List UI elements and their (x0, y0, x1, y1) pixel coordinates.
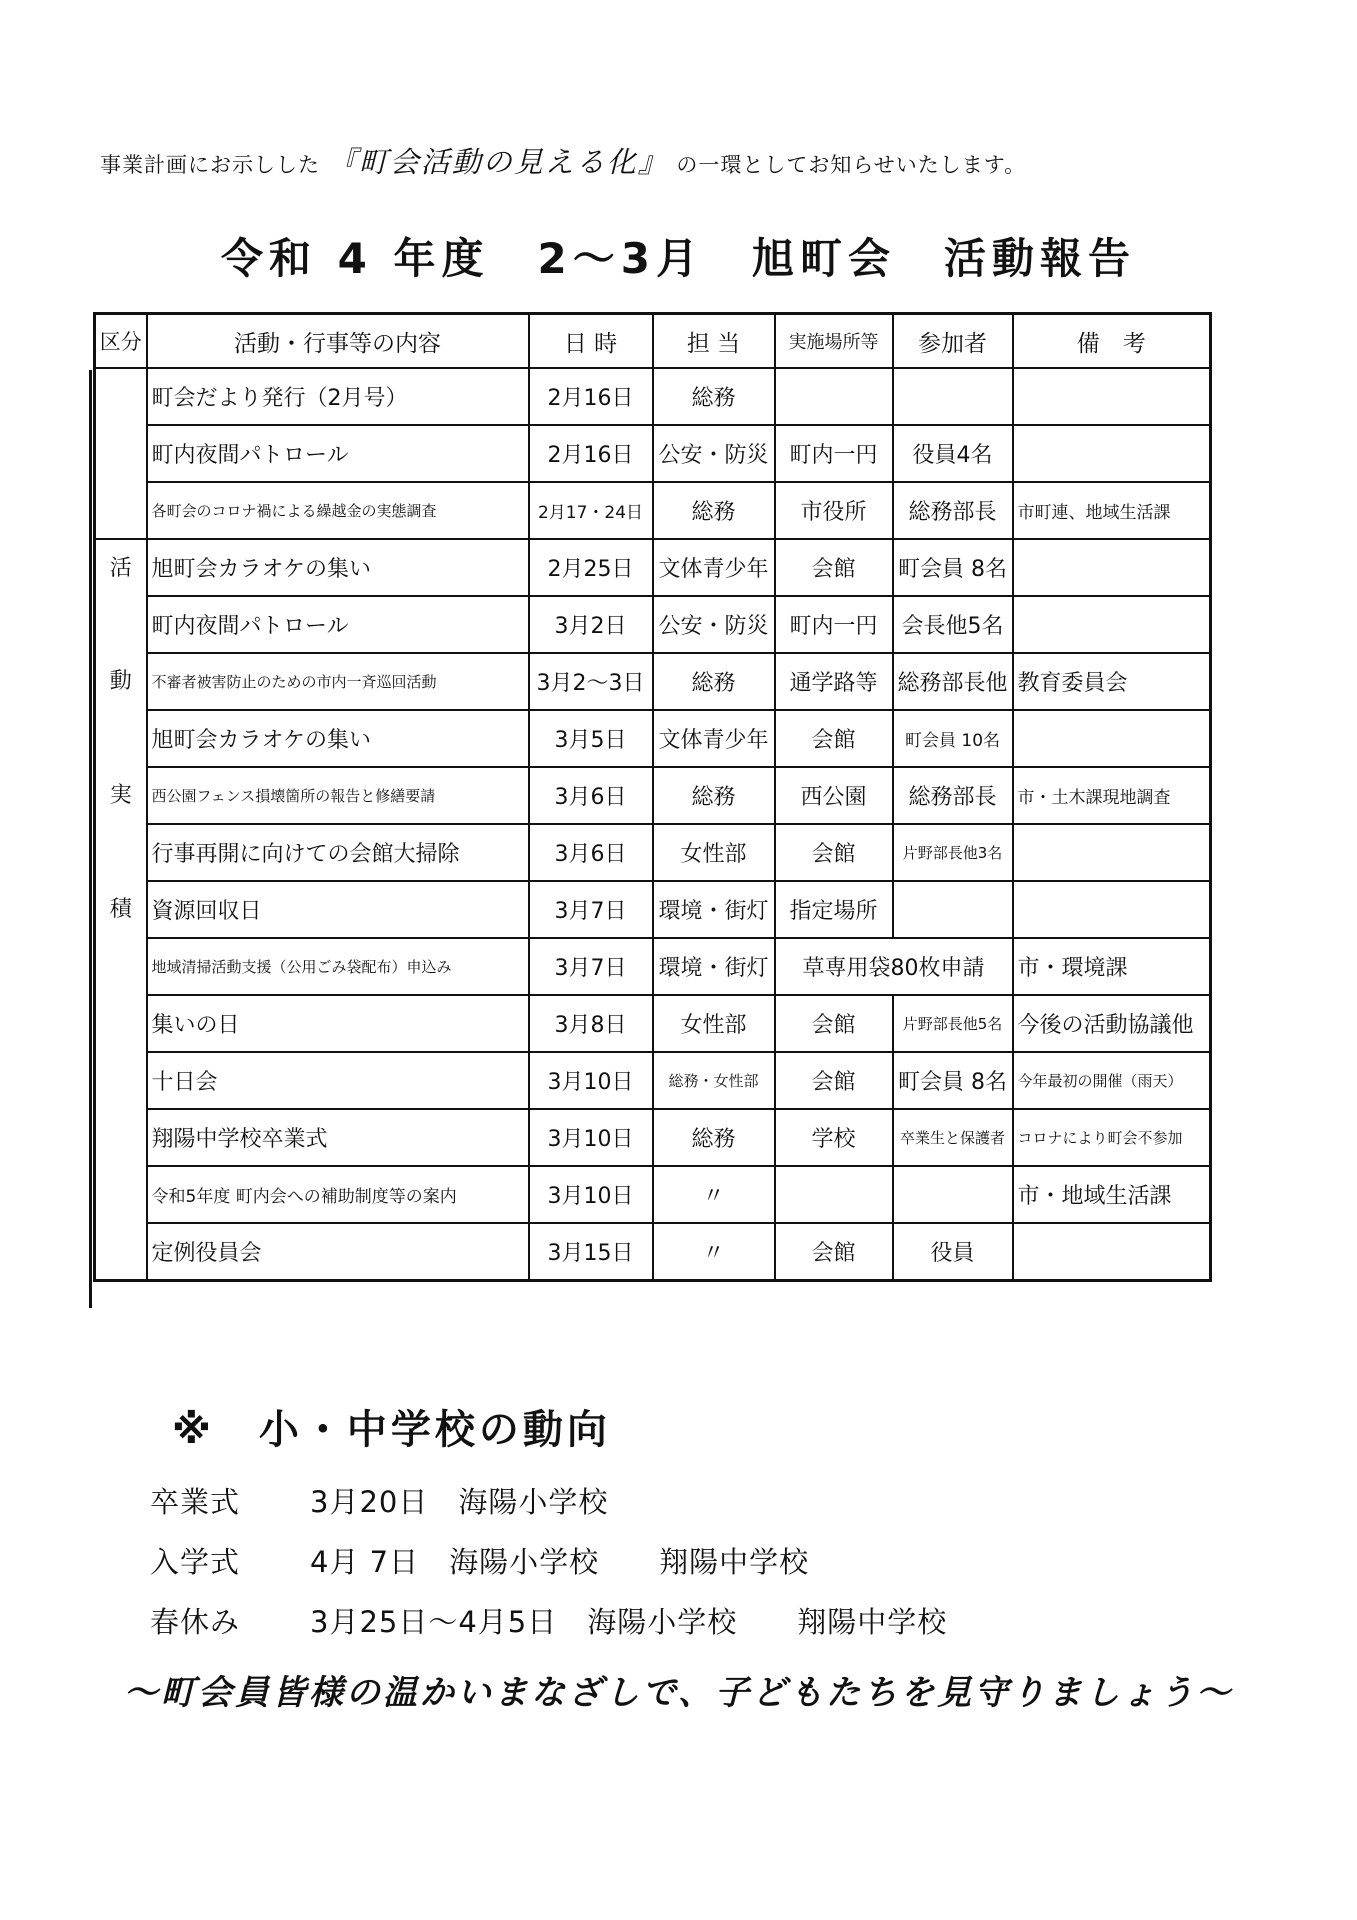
row-date: 3月7日 (529, 938, 653, 995)
row-place: 会館 (775, 710, 893, 767)
table-row (95, 995, 1211, 1052)
row-staff: 〃 (653, 1223, 775, 1281)
row-participants: 総務部長 (893, 482, 1013, 539)
activity-report-table-wrap (93, 312, 1212, 1282)
schedule-label: 春休み (150, 1605, 241, 1639)
row-place: 学校 (775, 1109, 893, 1166)
row-content: 旭町会カラオケの集い (147, 710, 529, 767)
row-notes: 市・土木課現地調査 (1013, 767, 1211, 824)
row-staff: 総務・女性部 (653, 1052, 775, 1109)
row-notes (1013, 368, 1211, 425)
row-content: 定例役員会 (147, 1223, 529, 1281)
row-content: 十日会 (147, 1052, 529, 1109)
row-notes (1013, 710, 1211, 767)
schedule-label: 入学式 (150, 1545, 241, 1579)
row-participants: 町会員 8名 (893, 1052, 1013, 1109)
row-staff: 文体青少年 (653, 539, 775, 596)
category-spacer (95, 710, 147, 767)
row-date: 3月2日 (529, 596, 653, 653)
row-participants: 片野部長他3名 (893, 824, 1013, 881)
intro-emphasis: 『町会活動の見える化』 (327, 145, 669, 179)
header-notes: 備 考 (1013, 314, 1211, 369)
row-date: 2月16日 (529, 425, 653, 482)
row-date: 3月6日 (529, 767, 653, 824)
table-row (95, 596, 1211, 653)
header-content: 活動・行事等の内容 (147, 314, 529, 369)
row-notes (1013, 425, 1211, 482)
intro-after: の一環としてお知らせいたします。 (676, 153, 1027, 177)
row-participants: 町会員 10名 (893, 710, 1013, 767)
row-content: 令和5年度 町内会への補助制度等の案内 (147, 1166, 529, 1223)
row-date: 3月10日 (529, 1109, 653, 1166)
category-spacer (95, 596, 147, 653)
row-content: 西公園フェンス損壊箇所の報告と修繕要請 (147, 767, 529, 824)
category-char-dou: 動 (95, 653, 147, 710)
table-row (95, 653, 1211, 710)
row-participants (893, 1166, 1013, 1223)
row-content: 町会だより発行（2月号） (147, 368, 529, 425)
table-header-row (95, 314, 1211, 369)
row-date: 3月2～3日 (529, 653, 653, 710)
row-participants: 総務部長 (893, 767, 1013, 824)
row-notes: 市・環境課 (1013, 938, 1211, 995)
header-staff: 担 当 (653, 314, 775, 369)
row-place: 会館 (775, 1223, 893, 1281)
row-place (775, 1166, 893, 1223)
row-content: 不審者被害防止のための市内一斉巡回活動 (147, 653, 529, 710)
row-notes: 市町連、地域生活課 (1013, 482, 1211, 539)
table-row (95, 1223, 1211, 1281)
row-date: 3月15日 (529, 1223, 653, 1281)
schedule-place: 翔陽中学校 (797, 1605, 948, 1639)
table-row (95, 1052, 1211, 1109)
row-content: 行事再開に向けての会館大掃除 (147, 824, 529, 881)
row-staff: 環境・街灯 (653, 881, 775, 938)
page-title: 令和 4 年度 2～3月 旭町会 活動報告 (221, 234, 1136, 283)
category-char-jitsu: 実 (95, 767, 147, 824)
table-row (95, 1109, 1211, 1166)
row-place: 指定場所 (775, 881, 893, 938)
row-participants: 片野部長他5名 (893, 995, 1013, 1052)
category-spacer (95, 824, 147, 881)
row-notes (1013, 1223, 1211, 1281)
row-content: 町内夜間パトロール (147, 596, 529, 653)
schools-heading: ※ 小・中学校の動向 (172, 1407, 611, 1453)
row-participants: 役員 (893, 1223, 1013, 1281)
row-staff: 総務 (653, 767, 775, 824)
row-notes (1013, 596, 1211, 653)
row-date: 3月7日 (529, 881, 653, 938)
schedule-line-graduation (150, 1480, 668, 1521)
row-notes: 今年最初の開催（雨天） (1013, 1052, 1211, 1109)
row-notes: 教育委員会 (1013, 653, 1211, 710)
intro-before: 事業計画にお示しした (100, 153, 320, 177)
row-notes: 市・地域生活課 (1013, 1166, 1211, 1223)
left-margin-line (89, 370, 92, 1308)
row-place: 西公園 (775, 767, 893, 824)
row-date: 3月8日 (529, 995, 653, 1052)
row-staff: 文体青少年 (653, 710, 775, 767)
schedule-line-entrance (150, 1540, 869, 1581)
schedule-date: 3月20日 (310, 1485, 429, 1519)
category-char-seki: 積 (95, 881, 147, 938)
category-cell-2 (95, 938, 147, 1281)
table-row (95, 1166, 1211, 1223)
row-date: 3月5日 (529, 710, 653, 767)
row-place (775, 368, 893, 425)
row-content: 翔陽中学校卒業式 (147, 1109, 529, 1166)
row-participants: 総務部長他 (893, 653, 1013, 710)
table-row (95, 425, 1211, 482)
intro-sentence (100, 140, 1026, 181)
row-date: 2月25日 (529, 539, 653, 596)
schedule-place: 海陽小学校 (458, 1485, 609, 1519)
schedule-line-spring-break (150, 1600, 1007, 1641)
row-staff: 女性部 (653, 995, 775, 1052)
row-notes (1013, 881, 1211, 938)
row-staff: 総務 (653, 653, 775, 710)
row-notes (1013, 824, 1211, 881)
row-staff: 環境・街灯 (653, 938, 775, 995)
header-participants: 参加者 (893, 314, 1013, 369)
row-participants (893, 881, 1013, 938)
table-row (95, 881, 1211, 938)
row-content: 旭町会カラオケの集い (147, 539, 529, 596)
row-staff: 〃 (653, 1166, 775, 1223)
header-date: 日 時 (529, 314, 653, 369)
row-participants: 卒業生と保護者 (893, 1109, 1013, 1166)
row-place: 会館 (775, 539, 893, 596)
row-staff: 女性部 (653, 824, 775, 881)
schedule-place: 翔陽中学校 (659, 1545, 810, 1579)
table-row (95, 482, 1211, 539)
schedule-place: 海陽小学校 (449, 1545, 600, 1579)
header-place: 実施場所等 (775, 314, 893, 369)
row-date: 3月10日 (529, 1052, 653, 1109)
row-notes: 今後の活動協議他 (1013, 995, 1211, 1052)
row-place: 市役所 (775, 482, 893, 539)
table-row (95, 767, 1211, 824)
row-staff: 総務 (653, 1109, 775, 1166)
row-content: 地域清掃活動支援（公用ごみ袋配布）申込み (147, 938, 529, 995)
row-participants: 町会員 8名 (893, 539, 1013, 596)
row-staff: 公安・防災 (653, 596, 775, 653)
row-staff: 総務 (653, 368, 775, 425)
row-staff: 総務 (653, 482, 775, 539)
category-char-katsu: 活 (95, 539, 147, 596)
row-content: 集いの日 (147, 995, 529, 1052)
row-participants: 会長他5名 (893, 596, 1013, 653)
row-participants (893, 368, 1013, 425)
closing-message: ～町会員皆様の温かいまなざしで、子どもたちを見守りましょう～ (123, 1673, 1234, 1713)
row-place: 会館 (775, 995, 893, 1052)
header-category: 区分 (95, 314, 147, 369)
row-date: 2月16日 (529, 368, 653, 425)
table-row (95, 539, 1211, 596)
table-row (95, 938, 1211, 995)
row-date: 2月17・24日 (529, 482, 653, 539)
row-place: 町内一円 (775, 425, 893, 482)
row-staff: 公安・防災 (653, 425, 775, 482)
schedule-date: 3月25日～4月5日 (310, 1605, 558, 1639)
schedule-date: 4月 7日 (310, 1545, 420, 1579)
row-participants: 役員4名 (893, 425, 1013, 482)
row-notes: コロナにより町会不参加 (1013, 1109, 1211, 1166)
category-cell-1 (95, 368, 147, 539)
schedule-label: 卒業式 (150, 1485, 241, 1519)
row-content: 各町会のコロナ禍による繰越金の実態調査 (147, 482, 529, 539)
table-row (95, 824, 1211, 881)
row-notes (1013, 539, 1211, 596)
row-date: 3月6日 (529, 824, 653, 881)
table-row (95, 710, 1211, 767)
row-content: 資源回収日 (147, 881, 529, 938)
row-place-merged: 草専用袋80枚申請 (775, 938, 1013, 995)
table-row (95, 368, 1211, 425)
row-place: 通学路等 (775, 653, 893, 710)
row-place: 会館 (775, 824, 893, 881)
row-content: 町内夜間パトロール (147, 425, 529, 482)
activity-report-table (93, 312, 1212, 1282)
row-place: 会館 (775, 1052, 893, 1109)
row-date: 3月10日 (529, 1166, 653, 1223)
schedule-place: 海陽小学校 (587, 1605, 738, 1639)
row-place: 町内一円 (775, 596, 893, 653)
